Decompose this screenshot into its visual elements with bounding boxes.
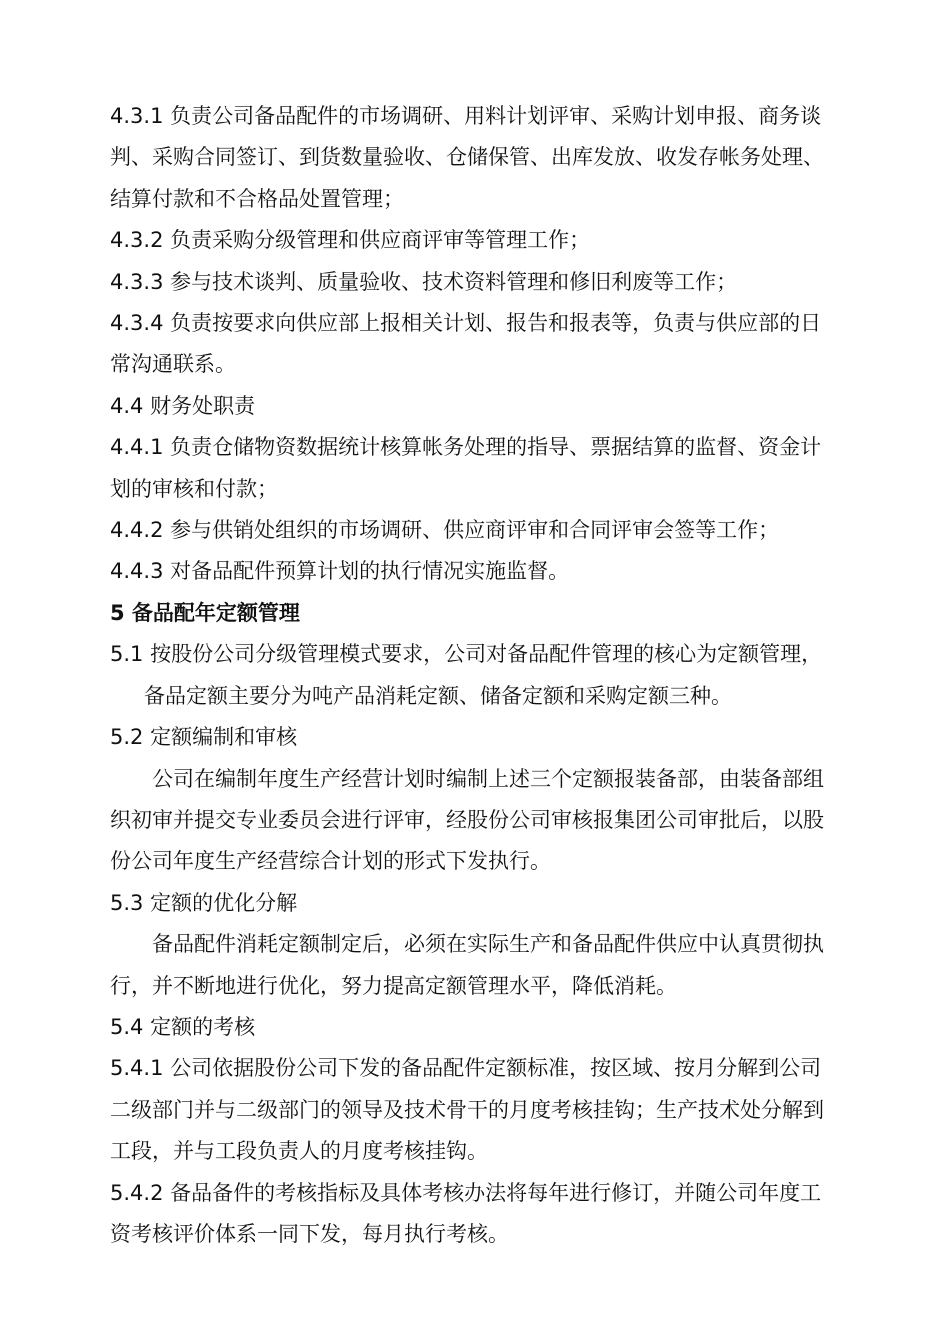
- document-page: [110, 96, 838, 1255]
- heading-5: 5 备品配年定额管理: [110, 600, 300, 625]
- section-title-5-4: 5.4 定额的考核: [110, 1014, 256, 1039]
- paragraph-5-3-body: 备品配件消耗定额制定后，必须在实际生产和备品配件供应中认真贯彻执行，并不断地进行优化，努力提高定额管理水平，降低消耗。: [110, 932, 824, 998]
- paragraph-5-1: 5.1 按股份公司分级管理模式要求，公司对备品配件管理的核心为定额管理，备品定额主要分为吨产品消耗定额、储备定额和采购定额三种。: [110, 642, 823, 708]
- paragraph-5-4-2: 5.4.2 备品备件的考核指标及具体考核办法将每年进行修订，并随公司年度工资考核评价体系一同下发，每月执行考核。: [110, 1180, 822, 1246]
- section-title-4-4: 4.4 财务处职责: [110, 393, 256, 418]
- paragraph-4-4-1: 4.4.1 负责仓储物资数据统计核算帐务处理的指导、票据结算的监督、资金计划的审核和付款；: [110, 435, 822, 501]
- paragraph-4-3-2: 4.3.2 负责采购分级管理和供应商评审等管理工作；: [110, 228, 591, 253]
- paragraph-5-4-1: 5.4.1 公司依据股份公司下发的备品配件定额标准，按区域、按月分解到公司二级部门并与二级部门的领导及技术骨干的月度考核挂钩；生产技术处分解到工段，并与工段负责人的月度考核挂钩。: [110, 1056, 824, 1164]
- section-title-5-3: 5.3 定额的优化分解: [110, 890, 298, 915]
- paragraph-4-4-3: 4.4.3 对备品配件预算计划的执行情况实施监督。: [110, 559, 570, 584]
- paragraph-4-3-1: 4.3.1 负责公司备品配件的市场调研、用料计划评审、采购计划申报、商务谈判、采购合同签订、到货数量验收、仓储保管、出库发放、收发存帐务处理、结算付款和不合格品处置管理；: [110, 104, 824, 211]
- section-title-5-2: 5.2 定额编制和审核: [110, 725, 298, 750]
- paragraph-4-3-3: 4.3.3 参与技术谈判、质量验收、技术资料管理和修旧利废等工作；: [110, 269, 738, 294]
- paragraph-4-4-2: 4.4.2 参与供销处组织的市场调研、供应商评审和合同评审会签等工作；: [110, 518, 780, 543]
- paragraph-4-3-4: 4.3.4 负责按要求向供应部上报相关计划、报告和报表等，负责与供应部的日常沟通联系。: [110, 311, 822, 377]
- paragraph-5-2-body: 公司在编制年度生产经营计划时编制上述三个定额报装备部，由装备部组织初审并提交专业委员会进行评审，经股份公司审核报集团公司审批后，以股份公司年度生产经营综合计划的形式下发执行。: [110, 766, 824, 874]
